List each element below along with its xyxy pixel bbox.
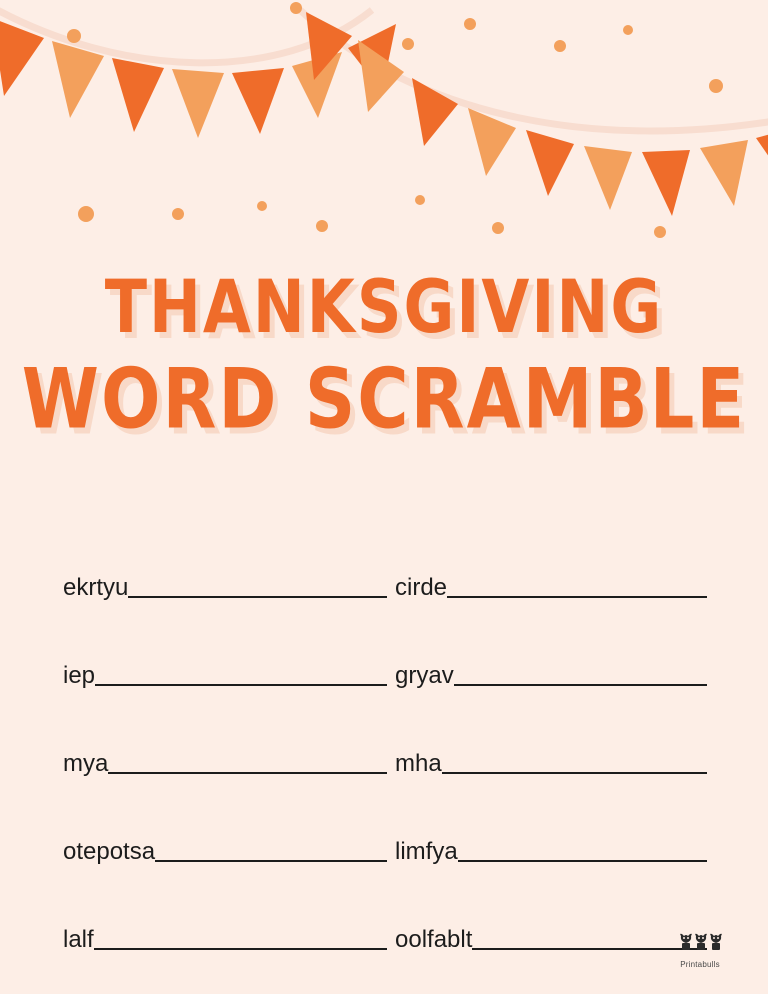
- answer-line[interactable]: [95, 684, 387, 686]
- answer-line[interactable]: [458, 860, 707, 862]
- scramble-row: [395, 692, 715, 780]
- page-title: [0, 263, 768, 448]
- scramble-row: [55, 868, 395, 956]
- bunting-banner: [0, 0, 768, 270]
- scramble-row: [395, 604, 715, 692]
- scramble-word: otepotsa: [63, 838, 156, 865]
- scramble-word: limfya: [395, 838, 458, 865]
- answer-line[interactable]: [108, 772, 387, 774]
- word-scramble-list: [55, 516, 715, 956]
- answer-line[interactable]: [128, 596, 387, 598]
- answer-line[interactable]: [155, 860, 387, 862]
- scramble-word: lalf: [63, 926, 94, 953]
- scramble-row: [55, 516, 395, 604]
- scramble-row: [55, 604, 395, 692]
- scramble-word: cirde: [395, 574, 448, 601]
- scramble-row: [395, 780, 715, 868]
- three-bulls-icon: [677, 932, 723, 952]
- scramble-word: mya: [63, 750, 109, 777]
- scramble-word: oolfablt: [395, 926, 473, 953]
- scramble-row: [55, 692, 395, 780]
- scramble-word: ekrtyu: [63, 574, 129, 601]
- scramble-row: [55, 780, 395, 868]
- answer-line[interactable]: [447, 596, 707, 598]
- title-line-1: THANKSGIVING: [104, 263, 664, 350]
- brand-logo-text: Printabulls: [680, 960, 720, 969]
- brand-logo: [660, 932, 740, 972]
- scramble-row: [395, 516, 715, 604]
- answer-line[interactable]: [454, 684, 707, 686]
- bunting-svg: [0, 0, 768, 270]
- scramble-word: mha: [395, 750, 442, 777]
- answer-line[interactable]: [442, 772, 707, 774]
- title-line-2: WORD SCRAMBLE: [21, 350, 747, 448]
- scramble-word: gryav: [395, 662, 454, 689]
- answer-line[interactable]: [94, 948, 387, 950]
- scramble-word: iep: [63, 662, 96, 689]
